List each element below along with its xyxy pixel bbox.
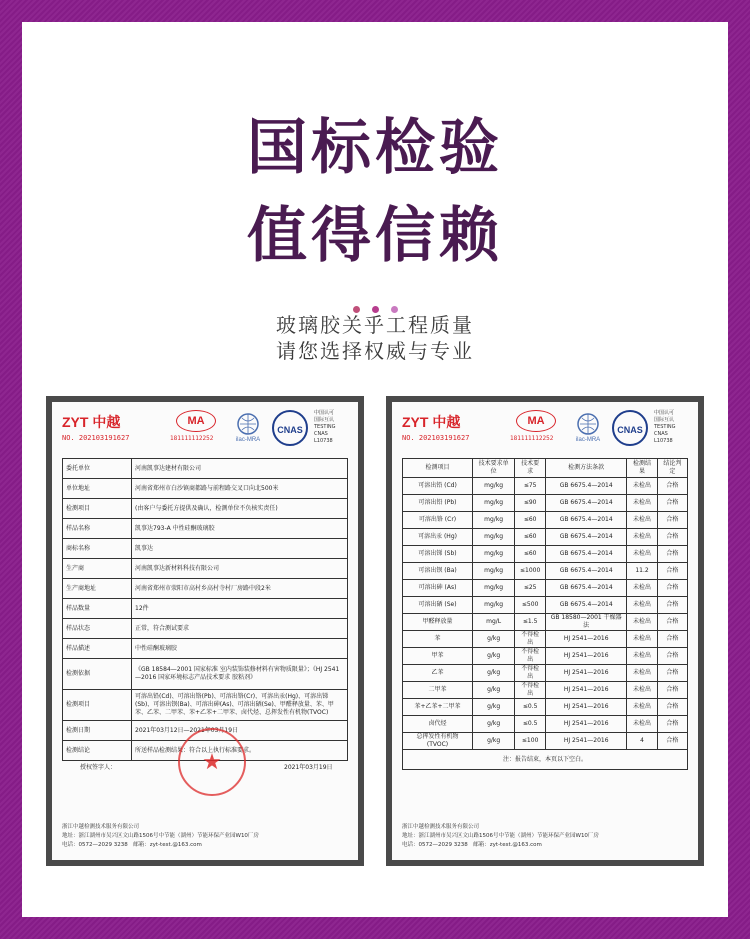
cnas-line: 国际互认 [314,417,335,423]
table-cell: 可溶出砷 (As) [403,580,473,597]
report-footer [62,823,348,850]
table-cell: 未检出 [627,495,658,512]
table-cell: 未检出 [627,546,658,563]
table-row [403,682,688,699]
table-row [63,599,348,619]
table-cell: 未检出 [627,597,658,614]
cnas-logo-icon: CNAS [612,410,648,446]
table-cell: 苯 [403,631,473,648]
table-cell: mg/kg [473,478,515,495]
table-row [403,716,688,733]
table-row [403,580,688,597]
row-value: 12件 [132,599,348,619]
svg-text:ilac-MRA: ilac-MRA [575,437,601,443]
table-row [63,559,348,579]
table-cell: 合格 [657,733,687,750]
cnas-line: 国际互认 [654,417,675,423]
row-label: 生产商 [63,559,132,579]
table-cell: ≤25 [515,580,546,597]
table-row [63,619,348,639]
table-cell: 合格 [657,631,687,648]
table-cell: 乙苯 [403,665,473,682]
cma-logo-icon: MA [176,410,216,432]
table-row [403,699,688,716]
table-cell: 未检出 [627,699,658,716]
table-cell: g/kg [473,631,515,648]
table-cell: HJ 2541—2016 [546,716,627,733]
headline-line-1: 国标检验 [247,113,503,183]
test-report-cover [46,396,364,866]
table-cell: 不得检出 [515,665,546,682]
row-value: 河南凯事达新材料科技有限公司 [132,559,348,579]
table-row [403,512,688,529]
table-cell: 合格 [657,699,687,716]
cma-number: 181111112252 [170,435,214,442]
row-label: 样品描述 [63,639,132,659]
row-label: 检测项目 [63,690,132,721]
table-row [63,539,348,559]
svg-text:ilac-MRA: ilac-MRA [235,437,261,443]
note-row [403,750,688,770]
table-cell: GB 18580—2001 干燥器法 [546,614,627,631]
cma-logo-icon: MA [516,410,556,432]
cert-number: NO. 202103191627 [62,434,130,442]
footer-phone: 电话：0572—2029 3238 [62,842,128,848]
cnas-line: L10738 [314,438,333,444]
table-cell: 未检出 [627,648,658,665]
column-header: 检测结果 [627,459,658,478]
table-cell: 合格 [657,529,687,546]
table-cell: 合格 [657,512,687,529]
column-header: 检测项目 [403,459,473,478]
table-cell: mg/kg [473,580,515,597]
table-cell: GB 6675.4—2014 [546,580,627,597]
row-label: 生产商地址 [63,579,132,599]
table-cell: 可溶出铅 (Cd) [403,478,473,495]
table-cell: 未检出 [627,631,658,648]
table-header-row [403,459,688,478]
column-header: 结论判定 [657,459,687,478]
cnas-line: 中国认可 [314,410,335,416]
cert-number: NO. 202103191627 [402,434,470,442]
table-cell: ≤90 [515,495,546,512]
table-cell: 合格 [657,563,687,580]
table-cell: GB 6675.4—2014 [546,512,627,529]
row-label: 委托单位 [63,459,132,479]
report-info-table [62,458,348,761]
cnas-line: TESTING [654,424,676,430]
table-cell: 二甲苯 [403,682,473,699]
cnas-caption [314,410,354,445]
table-cell: 4 [627,733,658,750]
table-cell: 苯+乙苯+二甲苯 [403,699,473,716]
row-value: 凯事达 [132,539,348,559]
table-cell: 可溶出钡 (Ba) [403,563,473,580]
table-row [403,529,688,546]
table-cell: 不得检出 [515,631,546,648]
subtitle-line-1: 玻璃胶关乎工程质量 [276,313,474,337]
table-cell: 合格 [657,665,687,682]
table-row [403,631,688,648]
row-value: 凯事达793-A 中性硅酮玻璃胶 [132,519,348,539]
inspection-stamp-icon: ★ [178,728,246,796]
table-cell: 合格 [657,716,687,733]
row-value: 河南省郑州市荥阳市高村乡高村寺村厂房路中段2米 [132,579,348,599]
footer-phone: 电话：0572—2029 3238 [402,842,468,848]
table-cell: 不得检出 [515,648,546,665]
table-cell: HJ 2541—2016 [546,733,627,750]
footer-address: 地址：浙江湖州市吴兴区文山路1506号中节能（湖州）节能环保产业园W10厂房 [62,833,259,839]
table-row [63,479,348,499]
table-cell: ≤100 [515,733,546,750]
table-cell: 合格 [657,648,687,665]
footer-email: 邮箱：zyt-test.@163.com [473,842,542,848]
report-note: 注：报告结束，本页以下空白。 [403,750,688,770]
row-value: 所送样品检测结果：符合以上执行标准要求。 [132,741,348,761]
table-cell: ≤60 [515,512,546,529]
row-value: 河南省郑州市白沙镇商都路与前程路交叉口向北500米 [132,479,348,499]
table-cell: ≤0.5 [515,699,546,716]
table-cell: 合格 [657,597,687,614]
table-cell: 不得检出 [515,682,546,699]
table-row [403,478,688,495]
table-cell: g/kg [473,682,515,699]
table-cell: 可溶出锑 (Sb) [403,546,473,563]
row-value: 中性硅酮玻璃胶 [132,639,348,659]
row-value: 河南凯事达建材有限公司 [132,459,348,479]
table-cell: 合格 [657,682,687,699]
footer-email: 邮箱：zyt-test.@163.com [133,842,202,848]
table-cell: 可溶出汞 (Hg) [403,529,473,546]
table-cell: mg/kg [473,495,515,512]
table-cell: 未检出 [627,512,658,529]
table-cell: g/kg [473,665,515,682]
table-cell: HJ 2541—2016 [546,665,627,682]
cnas-line: 中国认可 [654,410,675,416]
table-cell: GB 6675.4—2014 [546,529,627,546]
table-row [403,733,688,750]
table-cell: mg/kg [473,546,515,563]
column-header: 技术要求 [515,459,546,478]
table-cell: 甲苯 [403,648,473,665]
report-footer [402,823,688,850]
table-cell: 11.2 [627,563,658,580]
table-cell: 未检出 [627,580,658,597]
table-row [63,639,348,659]
test-report-results [386,396,704,866]
footer-company: 浙江中越检测技术服务有限公司 [402,824,480,830]
footer-company: 浙江中越检测技术服务有限公司 [62,824,140,830]
table-cell: mg/kg [473,512,515,529]
table-cell: ≤1000 [515,563,546,580]
table-cell: ≤75 [515,478,546,495]
table-cell: 可溶出铅 (Pb) [403,495,473,512]
cnas-logo-icon: CNAS [272,410,308,446]
table-cell: mg/L [473,614,515,631]
report-date: 2021年03月19日 [284,764,333,771]
table-cell: mg/kg [473,597,515,614]
column-header: 检测方法条款 [546,459,627,478]
table-cell: 未检出 [627,478,658,495]
table-cell: g/kg [473,733,515,750]
table-cell: GB 6675.4—2014 [546,546,627,563]
logo-bar [60,408,350,452]
table-cell: 卤代烃 [403,716,473,733]
ilac-mra-icon [572,411,604,443]
table-row [63,579,348,599]
row-label: 样品数量 [63,599,132,619]
table-cell: 甲醛释放量 [403,614,473,631]
table-row [63,659,348,690]
table-row [403,563,688,580]
table-row [63,499,348,519]
table-cell: GB 6675.4—2014 [546,478,627,495]
row-value: 正常，符合测试要求 [132,619,348,639]
table-cell: 可溶出硒 (Se) [403,597,473,614]
row-value: (由客户与委托方提供及确认，检测单位不负核实责任) [132,499,348,519]
table-row [403,597,688,614]
ilac-mra-icon [232,411,264,443]
cnas-line: TESTING [314,424,336,430]
table-cell: 合格 [657,495,687,512]
logo-bar [400,408,690,452]
row-label: 样品状态 [63,619,132,639]
table-cell: 合格 [657,580,687,597]
table-cell: 未检出 [627,716,658,733]
table-row [403,546,688,563]
zyt-logo: ZYT 中越 [402,414,461,430]
table-cell: 可溶出铬 (Cr) [403,512,473,529]
table-cell: ≤60 [515,529,546,546]
content-panel [22,22,728,917]
headline-line-2: 值得信赖 [247,201,503,271]
table-row [63,690,348,721]
cnas-line: CNAS [654,431,668,437]
table-cell: GB 6675.4—2014 [546,563,627,580]
table-cell: ≤1.5 [515,614,546,631]
table-cell: GB 6675.4—2014 [546,597,627,614]
table-cell: mg/kg [473,529,515,546]
table-cell: 合格 [657,546,687,563]
table-cell: ≤500 [515,597,546,614]
table-row [403,665,688,682]
approver-label: 授权签字人： [80,764,117,771]
table-cell: 合格 [657,614,687,631]
row-label: 样品名称 [63,519,132,539]
row-value: 2021年03月12日—2021年03月19日 [132,721,348,741]
cnas-line: CNAS [314,431,328,437]
footer-address: 地址：浙江湖州市吴兴区文山路1506号中节能（湖州）节能环保产业园W10厂房 [402,833,599,839]
table-cell: HJ 2541—2016 [546,648,627,665]
table-row [63,459,348,479]
table-row [403,648,688,665]
table-cell: g/kg [473,648,515,665]
table-cell: 未检出 [627,682,658,699]
row-label: 检测项目 [63,499,132,519]
row-label: 检测结论 [63,741,132,761]
table-cell: g/kg [473,699,515,716]
table-cell: GB 6675.4—2014 [546,495,627,512]
table-cell: 未检出 [627,529,658,546]
row-value: 可溶出铅(Cd)、可溶出铬(Pb)、可溶出铬(Cr)、可溶出汞(Hg)、可溶出锑(Sb)、可溶出钡(Ba)、可溶出砷(As)、可溶出硒(Se)、甲醛释放量、苯、甲苯、乙苯、二甲苯、苯+乙苯+二甲苯、卤代烃、总挥发性有机物(TVOC) [132,690,348,721]
table-cell: ≤0.5 [515,716,546,733]
subtitle-line-2: 请您选择权威与专业 [276,339,474,363]
row-label: 检测依据 [63,659,132,690]
table-row [63,519,348,539]
zyt-logo: ZYT 中越 [62,414,121,430]
table-cell: ≤60 [515,546,546,563]
table-cell: mg/kg [473,563,515,580]
table-cell: 未检出 [627,665,658,682]
table-cell: 未检出 [627,614,658,631]
table-cell: 合格 [657,478,687,495]
column-header: 技术要求单位 [473,459,515,478]
row-label: 商标名称 [63,539,132,559]
cma-number: 181111112252 [510,435,554,442]
table-cell: HJ 2541—2016 [546,699,627,716]
results-table [402,458,688,770]
table-cell: HJ 2541—2016 [546,682,627,699]
table-row [403,614,688,631]
row-label: 单位地址 [63,479,132,499]
table-cell: 总挥发性有机物 (TVOC) [403,733,473,750]
cnas-caption [654,410,694,445]
row-label: 检测日期 [63,721,132,741]
row-value: 《GB 18584—2001 国家标准 室内装饰装修材料有害物质限量》；《HJ 2541—2016 国家环境标志产品技术要求 胶粘剂》 [132,659,348,690]
table-cell: g/kg [473,716,515,733]
table-cell: HJ 2541—2016 [546,631,627,648]
cnas-line: L10738 [654,438,673,444]
table-row [403,495,688,512]
